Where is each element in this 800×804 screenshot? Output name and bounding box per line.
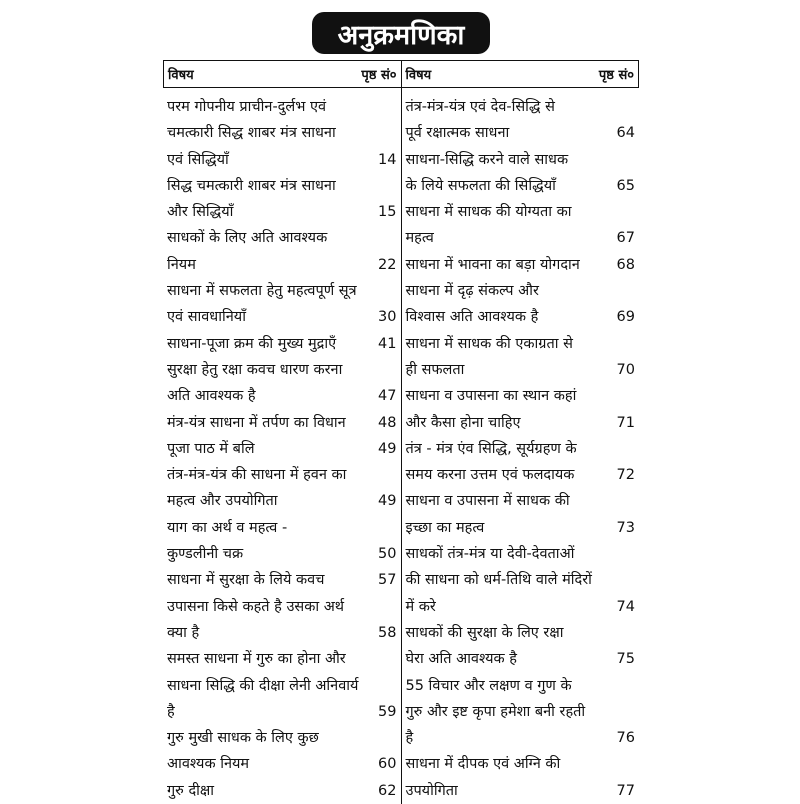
toc-entry-line	[163, 278, 401, 304]
subject-header: विषय	[405, 68, 432, 83]
toc-page-number: 47	[378, 388, 397, 405]
toc-entry-text: साधना में सुरक्षा के लिये कवच	[167, 572, 325, 589]
toc-entry-text: साधना-पूजा क्रम की मुख्य मुद्राएँ	[167, 335, 337, 352]
toc-entry-text: समय करना उत्तम एवं फलदायक	[405, 467, 575, 484]
toc-entry-text: क्या है	[167, 624, 200, 641]
toc-entry-line	[163, 357, 401, 383]
toc-entry-text: ही सफलता	[405, 361, 465, 378]
page-title: अनुक्रमणिका	[312, 12, 490, 54]
toc-entry-line	[163, 147, 401, 173]
toc-entry-text: के लिये सफलता की सिद्धियाँ	[405, 177, 556, 194]
toc-entry	[163, 646, 401, 725]
toc-entry-line	[163, 304, 401, 330]
toc-entry-line	[163, 331, 401, 357]
toc-page-number: 58	[378, 624, 397, 641]
toc-entry-text: साधकों तंत्र-मंत्र या देवी-देवताओं	[405, 546, 575, 563]
page-no-header: पृष्ठ सं०	[361, 68, 397, 83]
toc-entry-text: में करे	[405, 598, 436, 615]
toc-entry-text: एवं सावधानियाँ	[167, 309, 246, 326]
toc-page-number: 74	[616, 598, 635, 615]
toc-entry-text: साधकों के लिए अति आवश्यक	[167, 230, 328, 247]
toc-entry	[163, 410, 401, 436]
toc-entry-line	[163, 594, 401, 620]
toc-entry-text: विश्वास अति आवश्यक है	[405, 309, 539, 326]
toc-entry-text: एवं सिद्धियाँ	[167, 151, 229, 168]
toc-entry-text: साधना में साधक की योग्यता का	[405, 204, 572, 221]
toc-entry	[402, 436, 640, 489]
toc-entry-text: घेरा अति आवश्यक है	[405, 651, 517, 668]
toc-entry-text: है	[167, 703, 175, 720]
toc-entry	[163, 278, 401, 331]
toc-entry-line	[402, 252, 640, 278]
toc-entry	[402, 199, 640, 252]
toc-entry-text: आवश्यक नियम	[167, 756, 250, 773]
toc-entry-text: समस्त साधना में गुरु का होना और	[167, 651, 346, 668]
toc-entry-line	[402, 331, 640, 357]
toc-entry-line	[402, 304, 640, 330]
toc-entry-line	[402, 462, 640, 488]
toc-entry	[402, 278, 640, 331]
toc-page-number: 72	[616, 467, 635, 484]
toc-entry	[163, 567, 401, 593]
toc-entry-text: इच्छा का महत्व	[405, 519, 485, 536]
toc-entry-text: साधना में दृढ़ संकल्प और	[405, 283, 539, 300]
toc-entry-text: पूजा पाठ में बलि	[167, 440, 255, 457]
toc-page-number: 71	[616, 414, 635, 431]
toc-entry	[402, 94, 640, 147]
toc-entry-line	[163, 725, 401, 751]
toc-entry-line	[402, 699, 640, 725]
toc-entry-text: साधना व उपासना में साधक की	[405, 493, 570, 510]
toc-entry-text: गुरु मुखी साधक के लिए कुछ	[167, 730, 319, 747]
toc-entry-line	[163, 252, 401, 278]
toc-page-number: 49	[378, 493, 397, 510]
toc-entry	[402, 620, 640, 673]
toc-entry-line	[163, 94, 401, 120]
toc-entry-line	[402, 646, 640, 672]
toc-entry-text: साधना सिद्धि की दीक्षा लेनी अनिवार्य	[167, 677, 359, 694]
toc-entry-text: महत्व	[405, 230, 434, 247]
toc-entry-text: नियम	[167, 256, 196, 273]
toc-entry	[402, 488, 640, 541]
toc-entry	[163, 725, 401, 778]
toc-entry-text: साधना व उपासना का स्थान कहां	[405, 388, 577, 405]
toc-page-number: 76	[616, 730, 635, 747]
toc-page-number: 67	[616, 230, 635, 247]
toc-entry-line	[163, 673, 401, 699]
toc-page-number: 62	[378, 782, 397, 799]
table-of-contents	[163, 60, 639, 804]
toc-page-number: 49	[378, 440, 397, 457]
toc-entry-text: सिद्ध चमत्कारी शाबर मंत्र साधना	[167, 177, 336, 194]
toc-page-number: 70	[616, 361, 635, 378]
page-no-header: पृष्ठ सं०	[598, 68, 634, 83]
toc-entry-line	[163, 120, 401, 146]
toc-entry-text: अति आवश्यक है	[167, 388, 256, 405]
toc-entry-text: साधना में भावना का बड़ा योगदान	[405, 256, 580, 273]
toc-entry-text: गुरु दीक्षा	[167, 782, 215, 799]
toc-entry-line	[163, 436, 401, 462]
toc-entry-text: तंत्र - मंत्र एंव सिद्धि, सूर्यग्रहण के	[405, 440, 577, 457]
toc-entry-line	[163, 515, 401, 541]
toc-entry-text: गुरु और इष्ट कृपा हमेशा बनी रहती	[405, 703, 586, 720]
toc-page-number: 30	[378, 309, 397, 326]
toc-entry	[402, 751, 640, 804]
toc-entry-line	[402, 594, 640, 620]
toc-entry-line	[402, 278, 640, 304]
toc-right-column	[402, 60, 640, 804]
toc-entry	[402, 541, 640, 620]
toc-entries	[402, 88, 640, 804]
toc-entry-line	[163, 383, 401, 409]
toc-page-number: 69	[616, 309, 635, 326]
toc-entry-text: याग का अर्थ व महत्व -	[167, 519, 288, 536]
toc-entry-line	[163, 751, 401, 777]
toc-entry-line	[402, 778, 640, 804]
toc-entry-line	[402, 120, 640, 146]
toc-page-number: 65	[616, 177, 635, 194]
toc-entry-line	[163, 541, 401, 567]
toc-entry-line	[163, 199, 401, 225]
toc-entry-line	[163, 778, 401, 804]
toc-page-number: 73	[616, 519, 635, 536]
toc-entry	[163, 436, 401, 462]
subject-header: विषय	[168, 68, 194, 83]
toc-entry-line	[402, 488, 640, 514]
toc-entry	[163, 225, 401, 278]
toc-entry-line	[163, 488, 401, 514]
toc-entry-line	[163, 462, 401, 488]
toc-page-number: 57	[378, 572, 397, 589]
toc-entry-line	[402, 620, 640, 646]
toc-entry-line	[402, 199, 640, 225]
toc-entry-line	[402, 515, 640, 541]
toc-entry-line	[402, 357, 640, 383]
toc-entry-line	[163, 699, 401, 725]
toc-page-number: 15	[378, 204, 397, 221]
toc-entry-text: साधना-सिद्धि करने वाले साधक	[405, 151, 569, 168]
toc-entry-line	[163, 410, 401, 436]
toc-entry-line	[402, 147, 640, 173]
toc-left-column	[163, 60, 402, 804]
toc-entry-text: साधना में साधक की एकाग्रता से	[405, 335, 573, 352]
toc-page-number: 68	[616, 256, 635, 273]
toc-entry-line	[402, 225, 640, 251]
toc-entry-text: 55 विचार और लक्षण व गुण के	[405, 677, 572, 694]
toc-header	[163, 60, 401, 88]
toc-entry-text: मंत्र-यंत्र साधना में तर्पण का विधान	[167, 414, 346, 431]
toc-entry-line	[402, 541, 640, 567]
toc-entry-text: तंत्र-मंत्र-यंत्र एवं देव-सिद्धि से	[405, 99, 555, 115]
toc-entry-line	[163, 225, 401, 251]
toc-entry	[163, 94, 401, 173]
toc-entry	[402, 147, 640, 200]
toc-entry-line	[402, 173, 640, 199]
toc-page-number: 48	[378, 414, 397, 431]
toc-page-number: 14	[378, 151, 397, 168]
toc-entry-text: सुरक्षा हेतु रक्षा कवच धारण करना	[167, 361, 343, 378]
toc-entry-text: उपासना किसे कहते है उसका अर्थ	[167, 598, 345, 615]
toc-entry	[163, 594, 401, 647]
toc-entry	[402, 331, 640, 384]
toc-entry-line	[402, 751, 640, 777]
toc-entry-line	[402, 94, 640, 120]
toc-entry-line	[402, 436, 640, 462]
toc-page-number: 60	[378, 756, 397, 773]
toc-page-number: 22	[378, 256, 397, 273]
toc-entry-line	[402, 567, 640, 593]
toc-entry-text: परम गोपनीय प्राचीन-दुर्लभ एवं	[167, 99, 327, 115]
toc-entry-line	[402, 410, 640, 436]
toc-entry-text: महत्व और उपयोगिता	[167, 493, 278, 510]
toc-entry	[163, 357, 401, 410]
toc-entry-line	[402, 673, 640, 699]
toc-entry-line	[163, 567, 401, 593]
toc-page-number: 75	[616, 651, 635, 668]
toc-entry-text: उपयोगिता	[405, 782, 458, 799]
toc-entry-text: कुण्डलीनी चक्र	[167, 546, 244, 563]
toc-entry-line	[163, 646, 401, 672]
toc-page-number: 41	[378, 335, 397, 352]
toc-entry-line	[402, 725, 640, 751]
toc-entry-text: और कैसा होना चाहिए	[405, 414, 521, 431]
toc-entry-text: की साधना को धर्म-तिथि वाले मंदिरों	[405, 572, 592, 589]
toc-entry-text: है	[405, 730, 414, 747]
toc-entry-text: साधकों की सुरक्षा के लिए रक्षा	[405, 624, 564, 641]
toc-entry-text: पूर्व रक्षात्मक साधना	[405, 125, 510, 142]
toc-entry-line	[402, 383, 640, 409]
toc-entry	[163, 462, 401, 515]
toc-entry	[163, 173, 401, 226]
toc-entry-text: और सिद्धियाँ	[167, 204, 234, 221]
toc-entry-text: तंत्र-मंत्र-यंत्र की साधना में हवन का	[167, 467, 347, 484]
toc-header	[402, 60, 640, 88]
toc-entry	[163, 331, 401, 357]
toc-page-number: 59	[378, 703, 397, 720]
toc-entry	[163, 778, 401, 804]
toc-entry-text: साधना में सफलता हेतु महत्वपूर्ण सूत्र	[167, 283, 357, 300]
toc-page-number: 64	[616, 125, 635, 142]
toc-entry	[163, 515, 401, 568]
toc-entry-text: साधना में दीपक एवं अग्नि की	[405, 756, 561, 773]
toc-entry	[402, 673, 640, 752]
toc-entry-line	[163, 173, 401, 199]
toc-entry	[402, 383, 640, 436]
toc-entry-line	[163, 620, 401, 646]
toc-entry	[402, 252, 640, 278]
toc-entries	[163, 88, 401, 804]
toc-page-number: 50	[378, 546, 397, 563]
toc-entry-text: चमत्कारी सिद्ध शाबर मंत्र साधना	[167, 125, 336, 142]
toc-page-number: 77	[616, 782, 635, 799]
